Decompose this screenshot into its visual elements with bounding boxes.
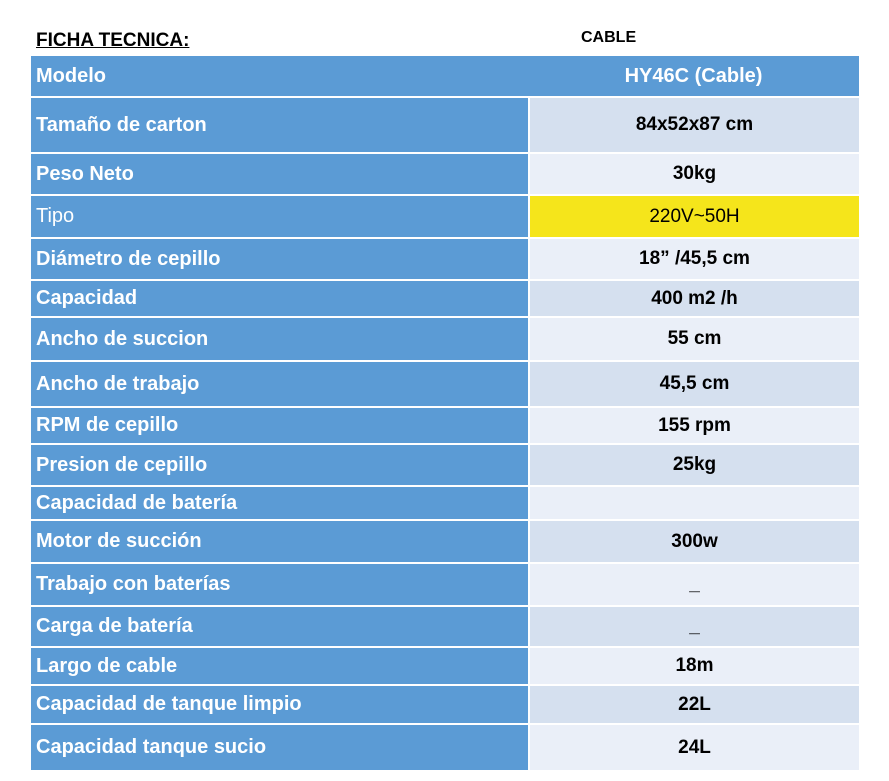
table-row	[31, 648, 859, 686]
table-row	[31, 445, 859, 487]
row-label: Capacidad tanque sucio	[31, 725, 528, 770]
row-label: Ancho de trabajo	[31, 362, 528, 406]
row-value-highlighted: 220V~50H	[528, 196, 859, 237]
table-row	[31, 725, 859, 770]
table-row	[31, 607, 859, 648]
row-value: 400 m2 /h	[528, 281, 859, 316]
table-row	[31, 564, 859, 607]
row-label: Capacidad	[31, 281, 528, 316]
row-value: 24L	[528, 725, 859, 770]
row-label: Capacidad de tanque limpio	[31, 686, 528, 723]
table-row	[31, 281, 859, 318]
row-label: Largo de cable	[31, 648, 528, 684]
row-value: _	[528, 607, 859, 646]
table-row	[31, 686, 859, 725]
row-value: 155 rpm	[528, 408, 859, 443]
row-label: Diámetro de cepillo	[31, 239, 528, 279]
model-row	[31, 56, 859, 98]
row-value: 55 cm	[528, 318, 859, 360]
row-value: 18” /45,5 cm	[528, 239, 859, 279]
table-row	[31, 521, 859, 564]
table-row	[31, 408, 859, 445]
row-label: Trabajo con baterías	[31, 564, 528, 605]
row-value: 25kg	[528, 445, 859, 485]
spec-table	[31, 56, 859, 770]
row-label: RPM de cepillo	[31, 408, 528, 443]
row-value: 45,5 cm	[528, 362, 859, 406]
table-row	[31, 487, 859, 521]
table-row	[31, 196, 859, 239]
row-label: Presion de cepillo	[31, 445, 528, 485]
row-label: Motor de succión	[31, 521, 528, 562]
row-value	[528, 487, 859, 519]
table-row	[31, 362, 859, 408]
row-value: 18m	[528, 648, 859, 684]
row-value: 30kg	[528, 154, 859, 194]
document-subtitle: CABLE	[581, 29, 637, 46]
row-value: 300w	[528, 521, 859, 562]
document-title: FICHA TECNICA:	[36, 30, 190, 51]
row-label: Tamaño de carton	[31, 98, 528, 152]
model-value: HY46C (Cable)	[528, 56, 859, 96]
row-label: Carga de batería	[31, 607, 528, 646]
row-label: Tipo	[31, 196, 528, 237]
table-row	[31, 154, 859, 196]
table-row	[31, 239, 859, 281]
row-value: 84x52x87 cm	[528, 98, 859, 152]
model-label: Modelo	[31, 56, 528, 96]
row-label: Capacidad de batería	[31, 487, 528, 519]
table-row	[31, 98, 859, 154]
row-value: _	[528, 564, 859, 605]
table-row	[31, 318, 859, 362]
row-label: Ancho de succion	[31, 318, 528, 360]
row-value: 22L	[528, 686, 859, 723]
row-label: Peso Neto	[31, 154, 528, 194]
